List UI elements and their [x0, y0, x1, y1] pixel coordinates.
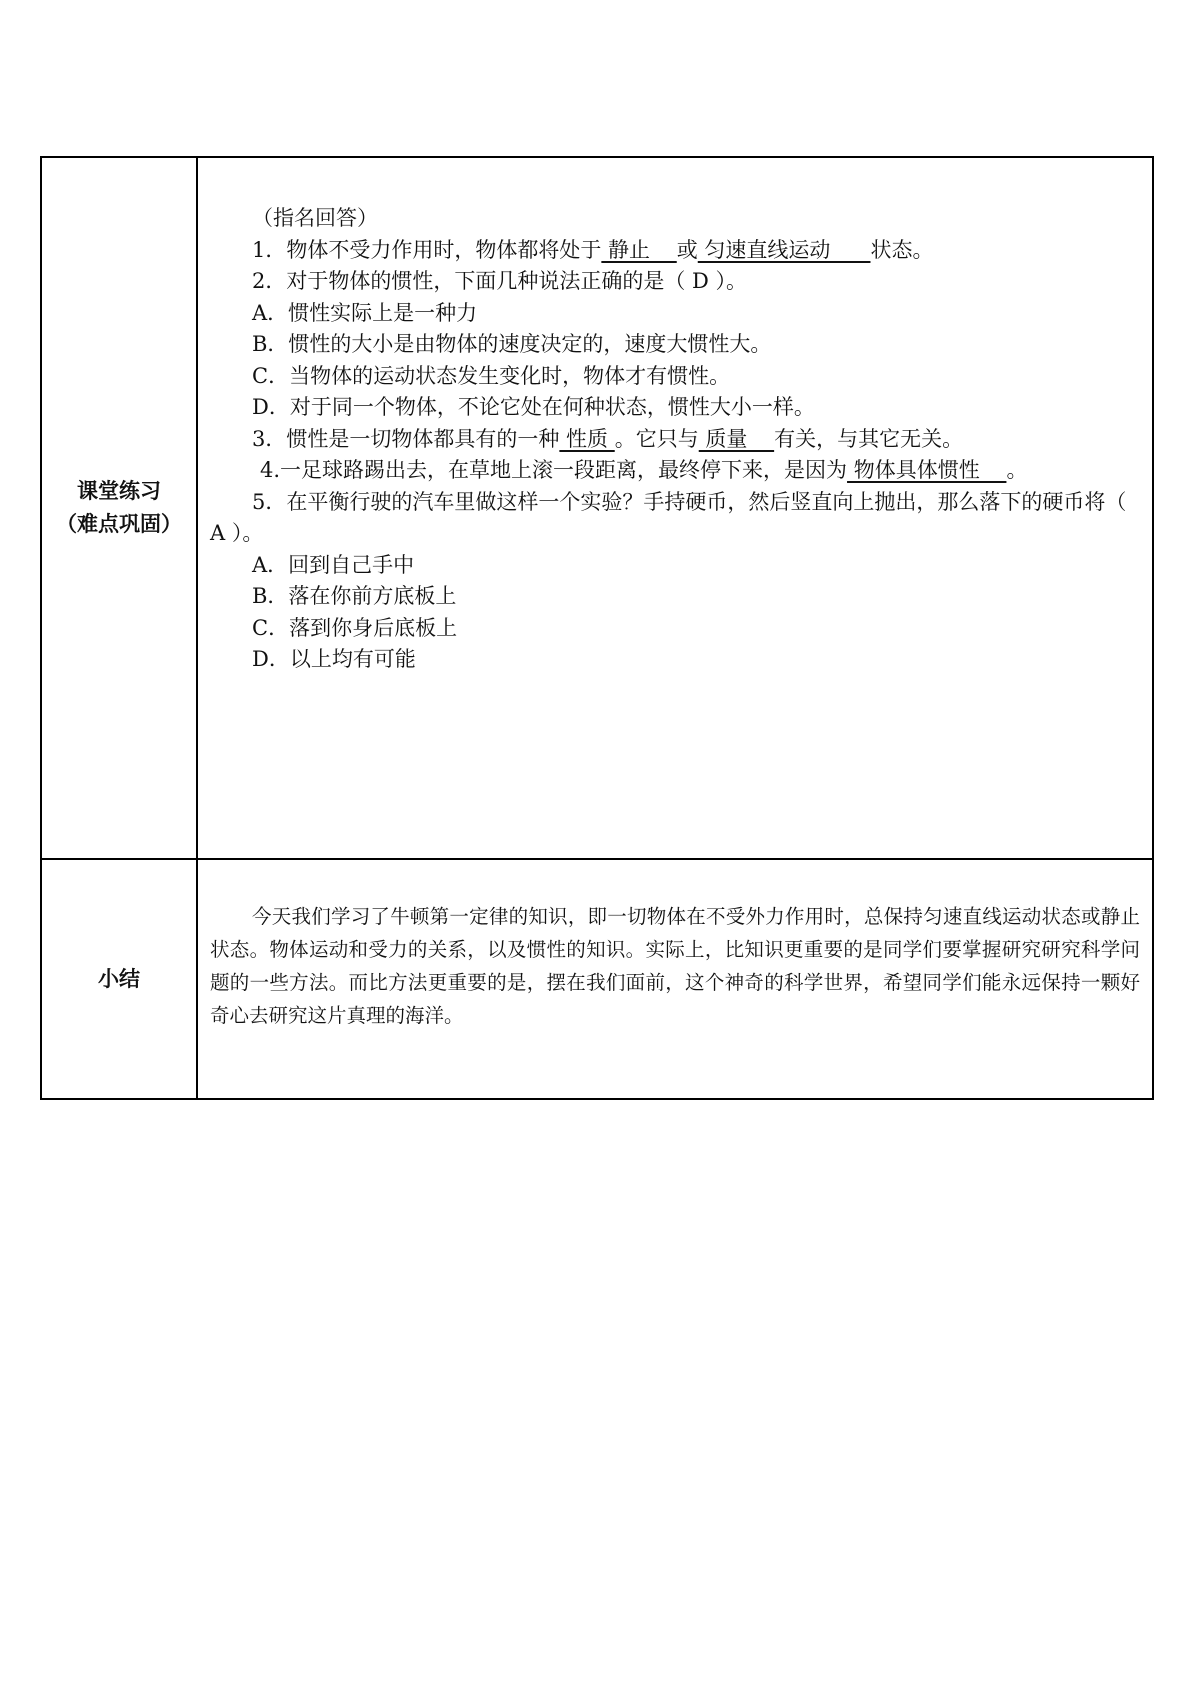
question-5-option-c: C．落到你身后底板上 — [252, 615, 458, 640]
question-4-text-end: 。 — [1006, 458, 1028, 482]
exercise-row — [41, 157, 1153, 859]
summary-text: 今天我们学习了牛顿第一定律的知识，即一切物体在不受外力作用时，总保持匀速直线运动状态或静止状态。物体运动和受力的关系，以及惯性的知识。实际上，比知识更重要的是同学们要掌握研究研究科学问题的一些方法。而比方法更重要的是，摆在我们面前，这个神奇的科学世界，希望同学们能永远保持一颗好奇心去研究这片真理的海洋。 — [210, 905, 1140, 1027]
question-5-option-b: B．落在你前方底板上 — [252, 584, 457, 608]
lesson-table — [40, 156, 1154, 1100]
question-3-answer-1: 性质 — [559, 426, 615, 451]
exercise-label-line2: （难点巩固） — [56, 512, 182, 536]
summary-row — [41, 859, 1153, 1099]
question-4-answer: 物体具体惯性 — [847, 458, 1007, 482]
question-1-answer-2: 匀速直线运动 — [697, 237, 871, 262]
exercise-content — [198, 158, 1152, 676]
question-2-option-d: D．对于同一个物体，不论它处在何种状态，惯性大小一样。 — [252, 395, 815, 419]
question-1-text: 1．物体不受力作用时，物体都将处于 — [252, 237, 602, 262]
summary-label-cell — [41, 859, 197, 1099]
question-2-option-a: A．惯性实际上是一种力 — [252, 300, 478, 325]
question-4 — [210, 455, 1140, 487]
question-1-text-end: 状态。 — [870, 237, 934, 262]
question-3-text-mid: 。它只与 — [614, 426, 699, 451]
question-1 — [210, 235, 1140, 267]
question-1-text-or: 或 — [676, 237, 698, 262]
question-5-option-d: D．以上均有可能 — [252, 647, 416, 671]
exercise-content-cell — [197, 157, 1153, 859]
question-3 — [210, 424, 1140, 456]
exercise-label-line1: 课堂练习 — [77, 479, 161, 503]
summary-label: 小结 — [98, 966, 140, 991]
question-2: 2．对于物体的惯性，下面几种说法正确的是（ D ）。 — [252, 269, 748, 293]
question-4-text: 4.一足球路踢出去，在草地上滚一段距离，最终停下来，是因为 — [260, 458, 848, 482]
summary-content-cell — [197, 859, 1153, 1099]
question-5-option-a: A．回到自己手中 — [252, 552, 415, 577]
question-3-answer-2: 质量 — [698, 426, 775, 451]
question-5: 5．在平衡行驶的汽车里做这样一个实验？手持硬币，然后竖直向上抛出，那么落下的硬币将（ A ）。 — [210, 489, 1127, 545]
question-1-answer-1: 静止 — [601, 237, 677, 262]
question-2-option-b: B．惯性的大小是由物体的速度决定的，速度大惯性大。 — [252, 332, 772, 356]
question-2-option-c: C．当物体的运动状态发生变化时，物体才有惯性。 — [252, 363, 731, 388]
exercise-intro: （指名回答） — [252, 206, 378, 230]
exercise-label-cell — [41, 157, 197, 859]
question-3-text-end: 有关，与其它无关。 — [774, 426, 964, 451]
question-3-text: 3．惯性是一切物体都具有的一种 — [252, 426, 560, 451]
